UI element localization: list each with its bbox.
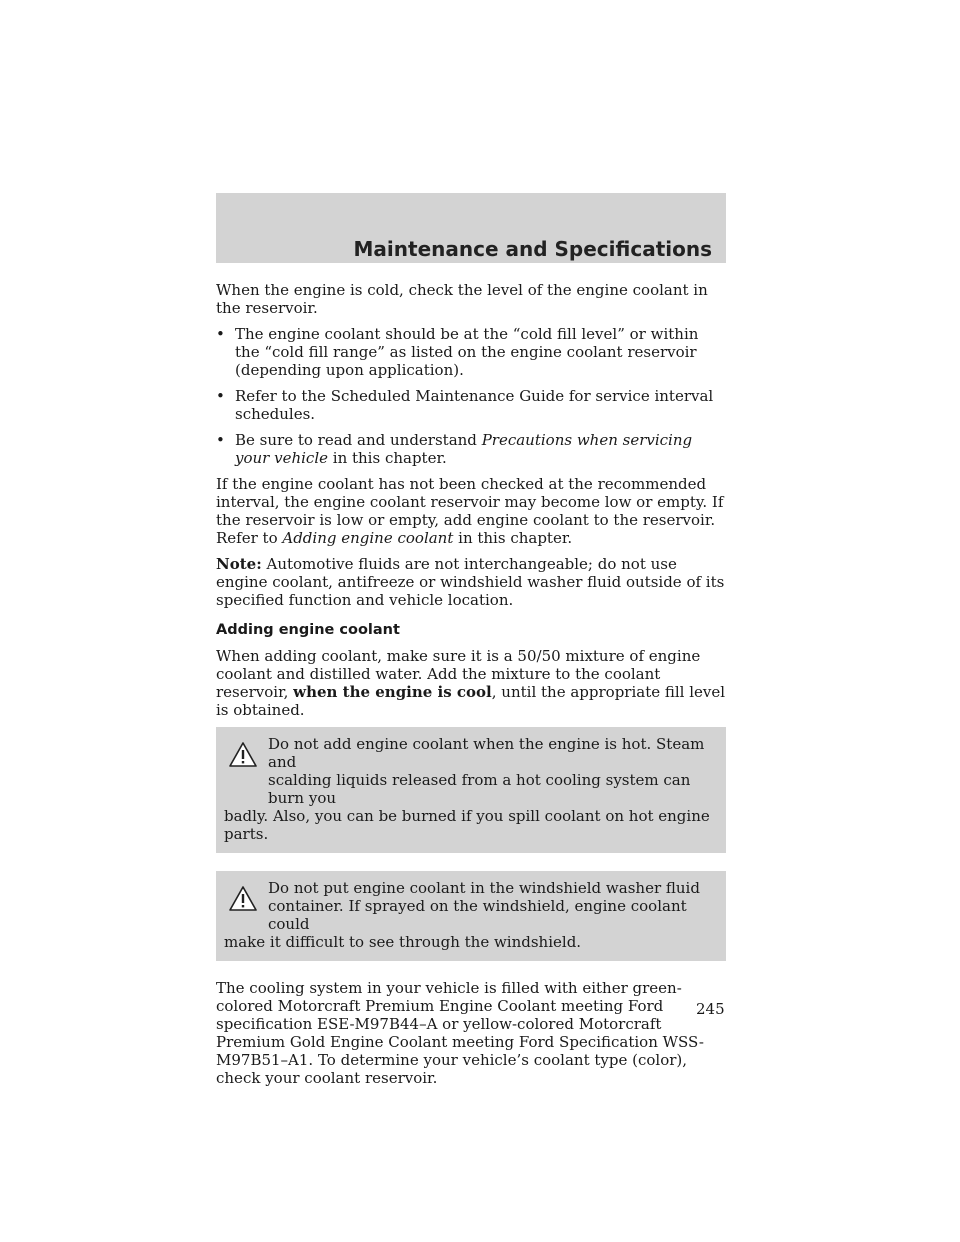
note-text: Automotive fluids are not interchangeable; do not use engine coolant, antifreeze or windshield washer fluid outside of its specified function and vehicle location. <box>216 555 725 609</box>
note-label: Note: <box>216 555 262 573</box>
adding-paragraph <box>216 647 726 719</box>
intro-paragraph: When the engine is cold, check the level of the engine coolant in the reservoir. <box>216 281 708 317</box>
page-number: 245 <box>696 1000 725 1018</box>
warning-triangle-icon <box>228 885 258 912</box>
note-paragraph <box>216 555 726 609</box>
bullet-icon: • <box>216 325 225 343</box>
bullet-list <box>216 325 726 467</box>
list-item <box>216 387 726 423</box>
warning-text <box>224 879 718 951</box>
warning-line: Do not put engine coolant in the windshield washer fluid <box>268 879 700 897</box>
paragraph-text: When adding coolant, make sure it is a 50/50 mixture of engine coolant and distilled water. Add the mixture to the coolant reservoir, <box>216 647 701 701</box>
emphasis-text: when the engine is cool <box>293 683 492 701</box>
page-title: Maintenance and Specifications <box>353 237 712 261</box>
list-item-text: Refer to the Scheduled Maintenance Guide for service interval schedules. <box>235 387 714 423</box>
bullet-icon: • <box>216 431 225 449</box>
list-item <box>216 325 726 379</box>
list-item-text: Be sure to read and understand <box>235 431 482 449</box>
cross-reference: Precautions when servicing your vehicle <box>235 431 693 467</box>
warning-text <box>224 735 718 843</box>
warning-box <box>216 727 726 853</box>
paragraph-text: in this chapter. <box>453 529 573 547</box>
bullet-icon: • <box>216 387 225 405</box>
warning-line: container. If sprayed on the windshield, engine coolant could <box>268 897 687 933</box>
cross-reference: Adding engine coolant <box>282 529 454 547</box>
paragraph-text: If the engine coolant has not been checked at the recommended interval, the engine coolant reservoir may become low or empty. If the reservoir is low or empty, add engine coolant to the reservoir. Refer to <box>216 475 724 547</box>
section-heading: Adding engine coolant <box>216 622 400 638</box>
page-content <box>216 281 726 1095</box>
warning-line: badly. Also, you can be burned if you spill coolant on hot engine parts. <box>224 807 710 843</box>
cooling-paragraph: The cooling system in your vehicle is filled with either green-colored Motorcraft Premium Engine Coolant meeting Ford specification ESE-M97B44–A or yellow-colored Motorcraft Premium Gold Engine Coolant meeting Ford Specification WSS-M97B51–A1. To determine your vehicle’s coolant type (color), check your coolant reservoir. <box>216 979 704 1087</box>
warning-line: scalding liquids released from a hot cooling system can burn you <box>268 771 691 807</box>
list-item-text: in this chapter. <box>328 449 447 467</box>
warning-box <box>216 871 726 961</box>
paragraph-text: , until the appropriate fill level is obtained. <box>216 683 726 719</box>
list-item <box>216 431 726 467</box>
check-paragraph <box>216 475 726 547</box>
list-item-text: The engine coolant should be at the “cold fill level” or within the “cold fill range” as listed on the engine coolant reservoir (depending upon application). <box>235 325 699 379</box>
warning-triangle-icon <box>228 741 258 768</box>
header-bar <box>216 193 726 263</box>
warning-line: Do not add engine coolant when the engine is hot. Steam and <box>268 735 705 771</box>
warning-line: make it difficult to see through the windshield. <box>224 933 582 951</box>
